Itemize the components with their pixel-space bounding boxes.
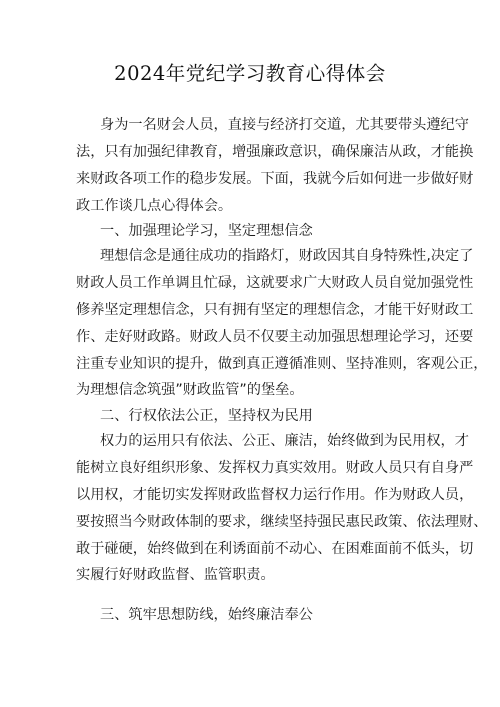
paragraph-line: 政工作谈几点心得体会。 bbox=[76, 198, 233, 214]
paragraph-line: 权力的运用只有依法、公正、廉洁，始终做到为民用权，才 bbox=[100, 433, 469, 449]
paragraph-line: 理想信念是通往成功的指路灯，财政因其自身特殊性,决定了 bbox=[100, 248, 474, 264]
paragraph-line: 为理想信念筑强”财政监管”的堡垒。 bbox=[76, 382, 304, 398]
paragraph-line: 要按照当今财政体制的要求，继续坚持强民惠民政策、依法理财、 bbox=[76, 514, 488, 530]
paragraph-line: 财政人员工作单调且忙碌，这就要求广大财政人员自觉加强党性 bbox=[76, 275, 474, 291]
document-title: 2024年党纪学习教育心得体会 bbox=[114, 62, 386, 85]
paragraph-line: 修养坚定理想信念，只有拥有坚定的理想信念，才能干好财政工 bbox=[76, 302, 474, 318]
paragraph-line: 能树立良好组织形象、发挥权力真实效用。财政人员只有自身严 bbox=[76, 460, 474, 476]
paragraph-line: 法，只有加强纪律教育，增强廉政意识，确保廉洁从政，才能换 bbox=[76, 144, 474, 160]
section-heading-2: 二、行权依法公正，坚持权为民用 bbox=[100, 408, 313, 424]
paragraph-line: 注重专业知识的提升，做到真正遵循准则、坚持准则，客观公正， bbox=[76, 356, 488, 372]
paragraph-line: 以用权，才能切实发挥财政监督权力运行作用。作为财政人员， bbox=[76, 487, 474, 503]
paragraph-line: 来财政各项工作的稳步发展。下面，我就今后如何进一步做好财 bbox=[76, 171, 474, 187]
section-heading-1: 一、加强理论学习，坚定理想信念 bbox=[100, 223, 313, 239]
paragraph-line: 实履行好财政监督、监管职责。 bbox=[76, 567, 275, 583]
paragraph-line: 敢于碰硬，始终做到在利诱面前不动心、在困难面前不低头，切 bbox=[76, 541, 474, 557]
paragraph-line: 作、走好财政路。财政人员不仅要主动加强思想理论学习，还要 bbox=[76, 329, 474, 345]
paragraph-line: 身为一名财会人员，直接与经济打交道，尤其要带头遵纪守 bbox=[100, 117, 469, 133]
section-heading-3: 三、筑牢思想防线，始终廉洁奉公 bbox=[100, 607, 313, 623]
